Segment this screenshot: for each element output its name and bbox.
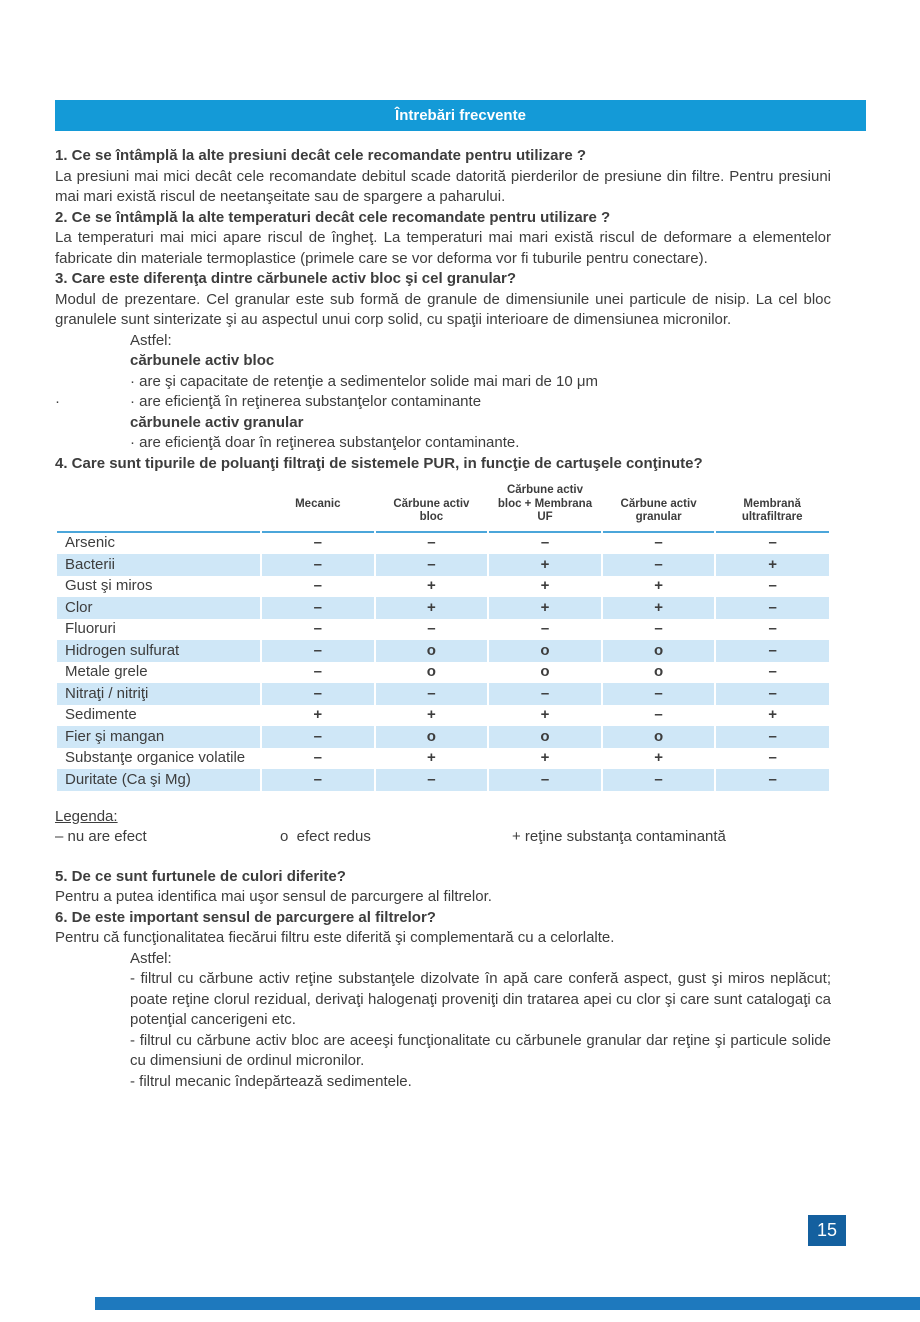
effect-cell: o — [602, 662, 716, 684]
effect-cell: + — [715, 554, 829, 576]
effect-cell: – — [715, 769, 829, 791]
legend-item-reduced-effect: o efect redus — [280, 828, 371, 845]
legend-item-no-effect: – nu are efect — [55, 828, 147, 845]
pollutant-row-label: Fluoruri — [65, 620, 116, 637]
effect-cell: – — [602, 554, 716, 576]
filter-point-3: - filtrul mecanic îndepărtează sedimentele. — [130, 1072, 412, 1090]
question-1-title: 1. Ce se întâmplă la alte presiuni decât cele recomandate pentru utilizare ? — [55, 147, 587, 164]
effect-cell: o — [375, 662, 489, 684]
pollutant-row-label: Nitraţi / nitriţi — [65, 684, 149, 702]
carbon-bloc-heading: cărbunele activ bloc — [130, 352, 275, 369]
pollutant-table — [57, 482, 829, 791]
question-2-title: 2. Ce se întâmplă la alte temperaturi decât cele recomandate pentru utilizare ? — [55, 208, 611, 226]
effect-cell: – — [375, 532, 489, 555]
pollutant-table-body — [57, 532, 829, 791]
effect-cell: – — [715, 640, 829, 662]
effect-cell: – — [261, 554, 375, 576]
effect-cell: – — [715, 683, 829, 705]
effect-cell: + — [488, 576, 602, 598]
effect-cell: – — [261, 597, 375, 619]
table-row — [57, 554, 829, 576]
effect-cell: + — [488, 748, 602, 770]
faq-content — [55, 146, 831, 1092]
pollutant-row-label: Substanţe organice volatile — [65, 749, 246, 766]
table-row — [57, 769, 829, 791]
column-header-3: Cărbune activ bloc + Membrana UF — [497, 484, 593, 523]
effect-cell: + — [375, 597, 489, 619]
effect-cell: – — [715, 726, 829, 748]
effect-cell: – — [715, 619, 829, 641]
faq-header-bar — [55, 100, 866, 131]
effect-cell: – — [488, 683, 602, 705]
effect-cell: – — [261, 576, 375, 598]
legend-item-retains: + reţine substanţa contaminantă — [512, 828, 726, 845]
table-row — [57, 705, 829, 727]
question-5-body: Pentru a putea identifica mai uşor sensul de parcurgere al filtrelor. — [55, 888, 492, 905]
question-6-body: Pentru că funcţionalitatea fiecărui filtru este diferită şi complementară cu a celorlalte. — [55, 929, 615, 946]
effect-cell: + — [602, 597, 716, 619]
effect-cell: – — [715, 597, 829, 619]
effect-cell: + — [488, 597, 602, 619]
effect-cell: o — [488, 640, 602, 662]
effect-cell: o — [488, 662, 602, 684]
effect-cell: o — [602, 640, 716, 662]
astfel-label-q3: Astfel: — [130, 331, 172, 349]
effect-cell: + — [375, 705, 489, 727]
legend-row — [55, 827, 831, 848]
column-header-2: Cărbune activ bloc — [393, 497, 470, 523]
question-2-body: La temperaturi mai mici apare riscul de îngheţ. La temperaturi mai mari există riscul de deformare a elementelor fabricate din materiale termoplastice (primele care se vor deforma vor fi tuburile pentru conectare). — [55, 229, 831, 267]
pollutant-table-header-row — [57, 482, 829, 532]
pollutant-row-label: Metale grele — [65, 663, 148, 680]
table-row — [57, 532, 829, 555]
effect-cell: – — [375, 769, 489, 791]
question-6-details — [130, 949, 831, 1093]
effect-cell: o — [488, 726, 602, 748]
effect-cell: – — [715, 662, 829, 684]
carbon-granular-heading: cărbunele activ granular — [130, 413, 304, 431]
faq-header-title: Întrebări frecvente — [395, 107, 526, 124]
table-row — [57, 576, 829, 598]
carbon-bloc-point-2-text: · are eficienţă în reţinerea substanţelor contaminante — [130, 393, 482, 410]
effect-cell: – — [715, 748, 829, 770]
table-row — [57, 597, 829, 619]
pollutant-row-label: Hidrogen sulfurat — [65, 641, 180, 659]
effect-cell: – — [602, 683, 716, 705]
table-row — [57, 640, 829, 662]
effect-cell: – — [488, 532, 602, 555]
effect-cell: + — [375, 748, 489, 770]
effect-cell: + — [715, 705, 829, 727]
column-header-1: Mecanic — [295, 497, 341, 510]
effect-cell: + — [375, 576, 489, 598]
effect-cell: o — [375, 726, 489, 748]
effect-cell: – — [375, 554, 489, 576]
effect-cell: – — [602, 619, 716, 641]
pollutant-row-label: Bacterii — [65, 555, 116, 573]
pollutant-row-label: Duritate (Ca şi Mg) — [65, 770, 191, 788]
question-6-title: 6. De este important sensul de parcurgere al filtrelor? — [55, 908, 436, 926]
carbon-bloc-point-1: · are şi capacitate de retenţie a sedimentelor solide mai mari de 10 μm — [130, 372, 599, 390]
effect-cell: – — [261, 748, 375, 770]
effect-cell: – — [261, 662, 375, 684]
effect-cell: – — [261, 532, 375, 555]
table-row — [57, 662, 829, 684]
table-row — [57, 748, 829, 770]
effect-cell: o — [602, 726, 716, 748]
legend-title: Legenda: — [55, 807, 118, 825]
margin-bullet: · — [55, 393, 60, 410]
footer-bar — [95, 1297, 920, 1310]
effect-cell: + — [602, 748, 716, 770]
question-3-title: 3. Care este diferenţa dintre cărbunele activ bloc şi cel granular? — [55, 270, 517, 287]
effect-cell: – — [261, 769, 375, 791]
filter-point-1: - filtrul cu cărbune activ reţine substanţele dizolvate în apă care conferă aspect, gust şi miros neplăcut; poate reţine clorul rezidual, derivaţi halogenaţi proveniţi din tratarea apei cu clor şi care sunt catalogaţi ca potenţial cancerigeni etc. — [130, 970, 831, 1028]
effect-cell: + — [261, 705, 375, 727]
effect-cell: – — [375, 619, 489, 641]
column-header-5: Membrană ultrafiltrare — [741, 497, 803, 523]
effect-cell: – — [261, 726, 375, 748]
pollutant-row-label: Clor — [65, 598, 93, 616]
pollutant-row-label: Sedimente — [65, 706, 137, 723]
effect-cell: + — [488, 705, 602, 727]
question-3-body: Modul de prezentare. Cel granular este sub formă de granule de dimensiunile unei particule de nisip. La cel bloc granulele sunt sinterizate şi au aspectul unui corp solid, cu spaţii interioare de dimensiunea micronilor. — [55, 290, 831, 328]
pollutant-row-label: Fier şi mangan — [65, 727, 165, 745]
effect-cell: – — [261, 683, 375, 705]
carbon-bloc-point-2 — [55, 392, 831, 413]
effect-cell: – — [261, 640, 375, 662]
pollutant-row-label: Arsenic — [65, 534, 116, 551]
effect-cell: – — [488, 769, 602, 791]
column-header-4: Cărbune activ granular — [620, 497, 697, 523]
effect-cell: – — [261, 619, 375, 641]
filter-point-2: - filtrul cu cărbune activ bloc are aceeşi funcţionalitate cu cărbunele granular dar reţine şi particule solide cu dimensiuni de ordinul micronilor. — [130, 1031, 831, 1069]
astfel-label-q6: Astfel: — [130, 949, 172, 967]
question-4-title: 4. Care sunt tipurile de poluanţi filtraţi de sistemele PUR, in funcţie de cartuşele conţinute? — [55, 454, 703, 472]
pollutant-row-label: Gust şi miros — [65, 577, 153, 594]
effect-cell: + — [488, 554, 602, 576]
question-1-body: La presiuni mai mici decât cele recomandate debitul scade datorită pierderilor de presiune din filtre. Pentru presiuni mai mari există riscul de neetanşeitate sau de spargere a paharului. — [55, 167, 831, 205]
page-number-badge — [808, 1215, 846, 1246]
effect-cell: – — [375, 683, 489, 705]
effect-cell: + — [602, 576, 716, 598]
table-row — [57, 619, 829, 641]
table-row — [57, 726, 829, 748]
effect-cell: o — [375, 640, 489, 662]
effect-cell: – — [602, 769, 716, 791]
effect-cell: – — [715, 576, 829, 598]
column-header-spacer — [57, 482, 261, 532]
page-number: 15 — [816, 1220, 838, 1240]
table-row — [57, 683, 829, 705]
question-5-title: 5. De ce sunt furtunele de culori diferite? — [55, 867, 346, 885]
effect-cell: – — [602, 705, 716, 727]
effect-cell: – — [602, 532, 716, 555]
effect-cell: – — [488, 619, 602, 641]
effect-cell: – — [715, 532, 829, 555]
question-3-details — [55, 331, 831, 454]
carbon-granular-point-1: · are eficienţă doar în reţinerea substanţelor contaminante. — [130, 434, 520, 451]
